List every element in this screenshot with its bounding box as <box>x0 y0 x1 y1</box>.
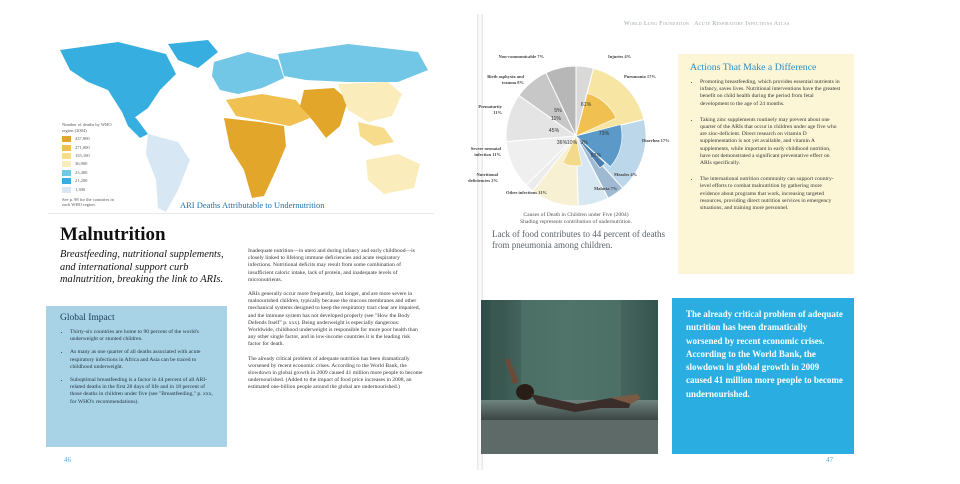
map-legend-label: 23,400 <box>75 169 88 175</box>
map-divider <box>48 213 434 214</box>
pie-label-malaria: Malaria 7% <box>594 186 618 191</box>
pie-label-noncommunicable: Non-communicable 7% <box>498 54 544 59</box>
pie-label-nutritional: Nutritional deficiencies 2% <box>468 172 498 183</box>
page-number-right: 47 <box>826 456 833 464</box>
pullquote-box <box>672 298 854 454</box>
pie-label-prematurity: Prematurity 11% <box>478 104 502 115</box>
map-legend-item <box>62 187 122 193</box>
pie-label-diarrhea: Diarrhea 17% <box>642 138 670 143</box>
global-impact-item: • As many as one quarter of all deaths associated with acute respiratory infections in Africa and Asia can be traced to childhood underweight. <box>70 349 217 371</box>
map-region-south-asia <box>300 88 348 138</box>
pie-inner-label: 36% <box>556 140 568 146</box>
child-photo-illustration <box>481 300 658 454</box>
map-region-east-asia <box>338 82 402 122</box>
pie-inner-label: 5% <box>554 108 562 114</box>
pie-inner-label: 73% <box>598 131 610 137</box>
actions-item: • Promoting breastfeeding, which provides essential nutrients in infancy, saves lives. Nutritional interventions have the greatest benefit on child health during the period from fetal development to the age of 24 months. <box>700 79 842 108</box>
child-photo <box>481 300 658 454</box>
pie-caption-line2: Shading represents contribution of undernutrition. <box>519 219 632 225</box>
map-caption: ARI Deaths Attributable to Undernutrition <box>180 200 325 210</box>
map-legend-swatch <box>62 170 71 176</box>
map-legend-label: 36,900 <box>75 161 88 167</box>
global-impact-item: • Suboptimal breastfeeding is a factor in 44 percent of all ARI-related deaths in the first 28 days of life and in 18 percent of those deaths in children under five (see "Breastfeeding," p. xxx, for WHO's recommendations). <box>70 377 217 406</box>
map-legend-item <box>62 178 122 184</box>
global-impact-item: • Thirty-six countries are home to 90 percent of the world's underweight or stunted children. <box>70 329 217 343</box>
map-legend-item <box>62 161 122 167</box>
map-legend-label: 155,100 <box>75 153 90 158</box>
pie-label-birth: Birth asphyxia and trauma 8% <box>487 74 524 85</box>
pie-inner-label: 9% <box>580 140 588 146</box>
map-legend-swatch <box>62 153 71 159</box>
map-legend-item <box>62 136 122 142</box>
map-legend-swatch <box>62 178 71 184</box>
pullquote-text: The already critical problem of adequate nutrition has been dramatically worsened by recent economic crises. According to the World Bank, the slowdown in global growth in 2009 caused 41 million more people to become undernourished. <box>686 309 843 399</box>
running-header <box>624 21 836 27</box>
pie-label-injuries: Injuries 4% <box>608 54 632 59</box>
photo-step-lower <box>481 420 658 454</box>
page-number-left: 46 <box>64 456 71 464</box>
map-legend-label: 1,300 <box>75 186 86 192</box>
map-legend-label: 437,800 <box>75 136 90 142</box>
body-paragraph: The already critical problem of adequate nutrition has been dramatically worsened by recent economic crises. According to the World Bank, the slowdown in global growth in 2009 caused 41 million more people to become undernourished. (Added to the impact of food price increases in 2008, an estimated one-billion people around the global are undernourished.) <box>248 355 423 391</box>
map-legend-title: Number of deaths by WHO region (2004) <box>62 122 112 133</box>
actions-title: Actions That Make a Difference <box>690 62 817 73</box>
map-legend-label: 271,000 <box>75 144 90 150</box>
map-legend-swatch <box>62 161 71 167</box>
header-atlas: Acute Respiratory Infections Atlas <box>694 21 790 27</box>
global-impact-title: Global Impact <box>60 313 115 323</box>
pie-inner-label: 10% <box>566 140 578 146</box>
map-region-europe <box>212 52 284 94</box>
map-region-north-asia <box>278 44 428 82</box>
pie-caption <box>486 212 666 226</box>
header-foundation: World Lung Foundation <box>624 21 690 27</box>
pie-caption-line1: Causes of Death in Children under Five (2004) <box>523 212 629 218</box>
page-title: Malnutrition <box>60 224 166 245</box>
pie-inner-label: 11% <box>551 116 561 122</box>
map-region-southeast-asia <box>358 122 394 146</box>
pie-label-pneumonia: Pneumonia 17% <box>624 74 656 79</box>
photo-door-panel <box>521 300 621 410</box>
map-legend-note: See p. 98 for the countries in each WHO region. <box>62 196 114 208</box>
map-legend-swatch <box>62 136 71 142</box>
pie-label-sepsis: Severe neonatal infection 11% <box>470 146 501 157</box>
body-paragraph: ARIs generally occur more frequently, last longer, and are more severe in malnourished children, typically because the mucous membranes and other mechanical systems designed to keep the respiratory tract clear are impaired, and the immune system has not developed properly (see "How the Body Defends Itself" p. xxx). Being underweight is especially dangerous: Worldwide, childhood underweight is responsible for more poor health than any other single factor, and in low-income countries it is the leading risk factor for death. <box>248 291 420 348</box>
photo-child-head <box>516 384 534 400</box>
map-region-north-america <box>60 42 176 118</box>
map-legend-label: 21,200 <box>75 178 88 184</box>
actions-box <box>678 54 854 274</box>
global-impact-list <box>60 329 217 406</box>
map-legend-item <box>62 153 122 159</box>
body-text <box>248 248 424 392</box>
pie-inner-label: 61% <box>580 102 592 108</box>
map-region-australia <box>366 154 420 194</box>
map-legend <box>62 122 122 208</box>
global-impact-box <box>46 306 227 447</box>
map-legend-list <box>62 136 122 192</box>
pie-label-other: Other infections 11% <box>506 190 547 195</box>
map-region-africa <box>224 118 286 198</box>
actions-item: • Taking zinc supplements routinely may prevent about one quarter of the ARIs that occur in children under age five who are zinc-deficient. Direct research on vitamin D supplementation is not yet available, and vitamin A supplements, while important in early childhood nutrition, have not demonstrated a significant preventative effect on ARIs specifically. <box>700 117 842 167</box>
map-region-greenland <box>168 40 218 68</box>
pie-inner-label: 57% <box>590 153 602 159</box>
body-paragraph: Inadequate nutrition—in utero and during infancy and early childhood—is closely linked to lifelong immune deficiencies and acute respiratory infections. Nutritional deficits may result from some combination of insufficient caloric intake, lack of protein, and inadequate levels of micronutrients. <box>248 248 415 283</box>
map-legend-swatch <box>62 145 71 151</box>
pie-headline: Lack of food contributes to 44 percent of deaths from pneumonia among children. <box>492 229 665 250</box>
map-legend-item <box>62 145 122 151</box>
map-legend-swatch <box>62 187 71 193</box>
map-legend-item <box>62 170 122 176</box>
pie-label-measles: Measles 4% <box>614 172 638 177</box>
actions-item: • The international nutrition community can support country-level efforts to combat malnutrition by gathering more evidence about programs that work, increasing targeted resources, providing direct nutrition services in emergency situations, and training more personnel. <box>700 176 842 212</box>
actions-list <box>690 79 842 212</box>
page-subtitle: Breastfeeding, nutritional supplements, and international support curb malnutrition, breaking the link to ARIs. <box>60 249 224 286</box>
pie-inner-label: 45% <box>548 128 560 134</box>
